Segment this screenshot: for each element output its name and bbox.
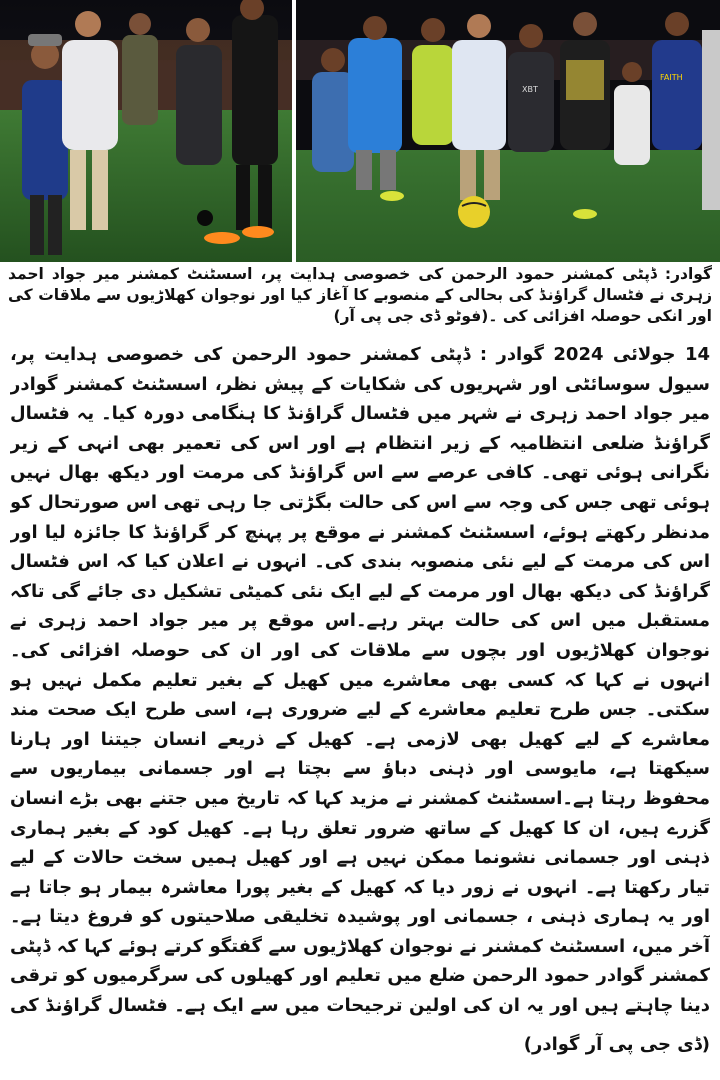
jersey-text-1: XBT (522, 85, 538, 94)
photo-left-image (0, 0, 292, 262)
jersey-text-2: FAITH (660, 73, 683, 82)
article-dateline: 14 جولائی 2024 گوادر : (479, 344, 710, 365)
photo-strip (0, 0, 720, 262)
article-credit: (ڈی جی پی آر گوادر) (523, 1034, 710, 1055)
article-body (10, 340, 710, 1020)
photo-right (296, 0, 720, 262)
article-paragraph: ڈپٹی کمشنر حمود الرحمن کی خصوصی ہدایت پر، سیول سوسائٹی اور شہریوں کی شکایات کے پیش نظر، اسسٹنٹ کمشنر گوادر میر جواد احمد زہری نے شہر میں فٹسال گراؤنڈ کا ہنگامی دورہ کیا۔ یہ فٹسال گراؤنڈ ضلعی انتظامیہ کے زیر انتظام ہے اور اس کی تعمیر بھی انہی کے زیر نگرانی ہوئی تھی۔ کافی عرصے سے اس گراؤنڈ کی مرمت اور دیکھ بھال نہیں ہوئی تھی جس کی وجہ سے اس کی حالت بگڑتی جا رہی تھی اس صورتحال کو مدنظر رکھتے ہوئے، اسسٹنٹ کمشنر نے موقع پر پہنچ کر گراؤنڈ کا جائزہ لیا اور اس کی مرمت کے لیے نئی منصوبہ بندی کی۔ انہوں نے اعلان کیا کہ اس فٹسال گراؤنڈ کی دیکھ بھال اور مرمت کے لیے ایک نئی کمیٹی تشکیل دی جائے گی تاکہ مستقبل میں اس کی حالت بہتر رہے۔اس موقع پر میر جواد احمد زہری نے نوجوان کھلاڑیوں اور بچوں سے ملاقات کی اور ان کی حوصلہ افزائی کی۔ انہوں نے کہا کہ کسی بھی معاشرے میں کھیل کے بغیر تعلیم مکمل نہیں ہو سکتی۔ جس طرح تعلیم معاشرے کے لیے ضروری ہے، اسی طرح ایک صحت مند معاشرے کے لیے کھیل بھی لازمی ہے۔ کھیل کے ذریعے انسان جیتنا اور ہارنا سیکھتا ہے، مایوسی اور ذہنی دباؤ سے بچتا ہے اور جسمانی بیماریوں سے محفوظ رہتا ہے۔اسسٹنٹ کمشنر نے مزید کہا کہ تاریخ میں جتنے بھی بڑے انسان گزرے ہیں، ان کا کھیل کے ساتھ ضرور تعلق رہا ہے۔ کھیل کود کے بغیر ہماری ذہنی اور جسمانی نشونما ممکن نہیں ہے اور کھیل ہمیں سخت حالات کے لیے تیار رکھتا ہے۔ انہوں نے زور دیا کہ کھیل کے بغیر پورا معاشرہ بیمار ہو جاتا ہے اور یہ ہماری ذہنی ، جسمانی اور پوشیدہ تخلیقی صلاحیتوں کو فروغ دیتا ہے۔ آخر میں، اسسٹنٹ کمشنر نے نوجوان کھلاڑیوں سے گفتگو کرتے ہوئے کہا کہ ڈپٹی کمشنر گوادر حمود الرحمن ضلع میں تعلیم اور کھیلوں کی سرگرمیوں کو ترقی دینا چاہتے ہیں اور یہ ان کی اولین ترجیحات میں سے ایک ہے۔ فٹسال گراؤنڈ کی (10, 344, 710, 1017)
photo-left (0, 0, 292, 262)
photo-caption: گوادر: ڈپٹی کمشنر حمود الرحمن کی خصوصی ہدایت پر، اسسٹنٹ کمشنر میر جواد احمد زہری نے فٹسال گراؤنڈ کی بحالی کے منصوبے کا آغاز کیا اور نوجوان کھلاڑیوں سے ملاقات کی اور انکی حوصلہ افزائی کی ۔(فوٹو ڈی جی پی آر) (8, 265, 712, 325)
photo-right-image (296, 0, 720, 262)
